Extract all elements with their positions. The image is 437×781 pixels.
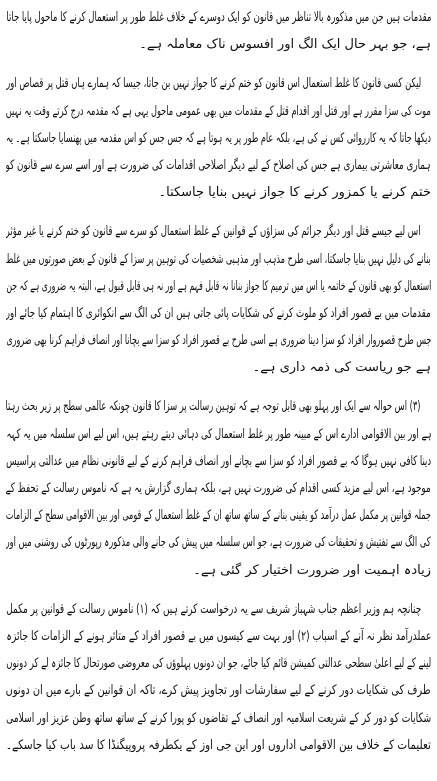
- text-line-content: چنانچہ ہم وزیر اعظم جناب شہباز شریف سے یہ درخواست کرتے ہیں کہ (۱) ناموس رسالت کے قوانین پر مکمل: [6, 601, 421, 617]
- paragraph: [6, 4, 431, 58]
- text-line: [6, 4, 431, 31]
- paragraph: [6, 218, 431, 381]
- text-line: [6, 125, 431, 152]
- text-line: [6, 529, 431, 556]
- text-line-content: موت کی سزا مقرر ہے اور قتل اور اقدام قتل کے مقدمات میں بھی عمومی ماحول یہی ہے کہ مقدمہ درج کرتے وقت یہ نہیں: [6, 103, 431, 119]
- text-line-content: جملہ قوانین پر مکمل عمل درآمد کو یقینی بنانے کے ساتھ ساتھ ان کے غلط استعمال کے قومی اور بین الاقوامی سطح کے الزامات: [6, 508, 431, 524]
- text-line: [6, 31, 431, 58]
- text-line-content: شکایات کو دور کر کے شریعت اسلامیہ اور انصاف کے تقاضوں کو پورا کرنے کے ساتھ ساتھ وطن عزیز اور اسلامی: [6, 710, 431, 726]
- text-line: [6, 705, 431, 732]
- paragraph: [6, 70, 431, 206]
- text-line-content: ہے، جو بہر حال ایک الگ اور افسوس ناک معاملہ ہے۔: [139, 37, 431, 53]
- paragraph: [6, 596, 431, 759]
- text-line-content: ہے اور بین الاقوامی ادارے اس کے مبینہ طور پر غلط استعمال کی دہائی دیتے رہتے ہیں، اس لیے اس سلسلہ میں یہ کہہ: [6, 426, 431, 442]
- text-line-content: موجود ہے، اس لیے مزید کسی اقدام کی ضرورت نہیں ہے، بلکہ ہماری گزارش یہ ہے کہ ناموس رسالت کے تحفظ کے: [6, 481, 431, 496]
- text-line-content: زیادہ اہمیت اور ضرورت اختیار کر گئی ہے۔: [193, 562, 431, 578]
- text-line-content: دینا کافی نہیں ہوگا کہ بے قصور افراد کو سزا سے بچانے اور انصاف فراہم کرنے کے لیے قانونی نظام میں عدالتی پراسیس: [6, 453, 431, 469]
- text-line-content: مقدمات ہیں جن میں مذکورہ بالا تناظر میں قانون کو ایک دوسرے کے خلاف غلط طور پر استعمال کرنے کا ماحول پایا جاتا: [6, 10, 431, 25]
- text-line: [6, 354, 431, 381]
- text-line-content: اس لیے جیسے قتل اور دیگر جرائم کی سزاؤں کے قوانین کے غلط استعمال کو سرے سے قانون کو ختم کرنے یا غیر مؤثر: [6, 224, 421, 240]
- text-line: [6, 502, 431, 529]
- text-line-content: ہے جو ریاست کی ذمہ داری ہے۔: [252, 360, 431, 376]
- text-line: [6, 596, 431, 623]
- text-line: [6, 179, 431, 206]
- text-line-content: استعمال کو بھی قانون کے خاتمہ یا اس میں ترمیم کا جواز بنانا نہ قابل فہم ہے اور نہ ہی قابل قبول ہے، البتہ یہ ضروری ہے کہ جن: [6, 278, 431, 294]
- text-line: [6, 421, 431, 448]
- text-line-content: عملدرآمد نظر نہ آنے کے اسباب (۲) اور بہت سے کیسوں میں بے قصور افراد کے متاثر ہونے کے الزامات کا جائزہ: [6, 628, 431, 644]
- text-line-content: ہماری معاشرتی بیماری ہے جس کی اصلاح کے لیے دیگر اصلاحی اقدامات کی ضرورت ہے اور اسے سرے سے قانون کو: [6, 157, 431, 173]
- text-line-content: لینے کے لیے اعلیٰ سطحی عدالتی کمیشن قائم کیا جائے، جو ان دونوں پہلوؤں کی معروضی صورتحال کا جائزہ لے کر دونوں: [6, 656, 431, 672]
- text-line-content: (۳) اس حوالہ سے ایک اور پہلو بھی قابل توجہ ہے کہ توہین رسالت پر سزا کا قانون چونکہ عالمی سطح پر زیر بحث رہتا: [6, 399, 421, 415]
- text-line: [6, 327, 431, 354]
- text-line: [6, 650, 431, 677]
- text-line: [6, 98, 431, 125]
- text-line-content: کی الگ سے تفتیش و تحقیقات کی ضرورت ہے، جو اس سلسلہ میں پیش کی جانے والی مذکورہ رپورٹوں کی روشنی میں اور: [6, 535, 431, 551]
- text-line: [6, 623, 431, 650]
- text-line: [6, 475, 431, 502]
- paragraph: [6, 393, 431, 583]
- text-line-content: تعلیمات کے خلاف بین الاقوامی اداروں اور این جی اوز کے یکطرفہ پروپیگنڈا کا سد باب کیا جاسکے۔: [6, 737, 431, 753]
- text-line: [6, 300, 431, 327]
- text-line: [6, 732, 431, 759]
- text-line: [6, 218, 431, 245]
- text-line: [6, 677, 431, 704]
- text-line: [6, 152, 431, 179]
- text-line-content: جس طرح قصوروار افراد کو سزا دینا ضروری ہے اسی طرح بے قصور افراد کو سزا سے بچانا اور انصاف فراہم کرنا بھی ضروری: [6, 333, 431, 349]
- text-line: [6, 557, 431, 584]
- text-line: [6, 70, 431, 97]
- text-line: [6, 393, 431, 420]
- text-line: [6, 273, 431, 300]
- text-line-content: دیکھا جاتا کہ یہ کارروائی کس نے کی ہے، بلکہ عام طور پر یہ ہوتا ہے کہ جس جس کو اس مقدمہ میں پھنسایا جاسکتا ہے۔ یہ: [6, 130, 431, 146]
- text-line-content: ختم کرنے یا کمزور کرنے کا جواز نہیں بنایا جاسکتا۔: [158, 185, 431, 201]
- text-line-content: مقدمات میں بے قصور افراد کو ملوث کرنے کی شکایات پائی جاتی ہیں ان کی الگ سے انکوائری کا اہتمام کیا جائے اور: [6, 305, 431, 321]
- text-line: [6, 448, 431, 475]
- text-line: [6, 246, 431, 273]
- text-line-content: لیکن کسی قانون کا غلط استعمال اس قانون کو ختم کرنے کا جواز نہیں بن جاتا، جیسا کہ ہمارے ہاں قتل پر قصاص اور: [6, 76, 421, 92]
- text-line-content: طرف کی شکایات دور کرنے کے لیے سفارشات اور تجاویز پیش کرے، تاکہ ان قوانین کے بارے میں ان دونوں: [6, 683, 431, 699]
- text-line-content: بنانے کی دلیل نہیں بنایا جاسکتا، اسی طرح مذہب اور مذہبی شخصیات کی توہین پر سزا کے قانون کے بعض صورتوں میں غلط: [6, 251, 431, 267]
